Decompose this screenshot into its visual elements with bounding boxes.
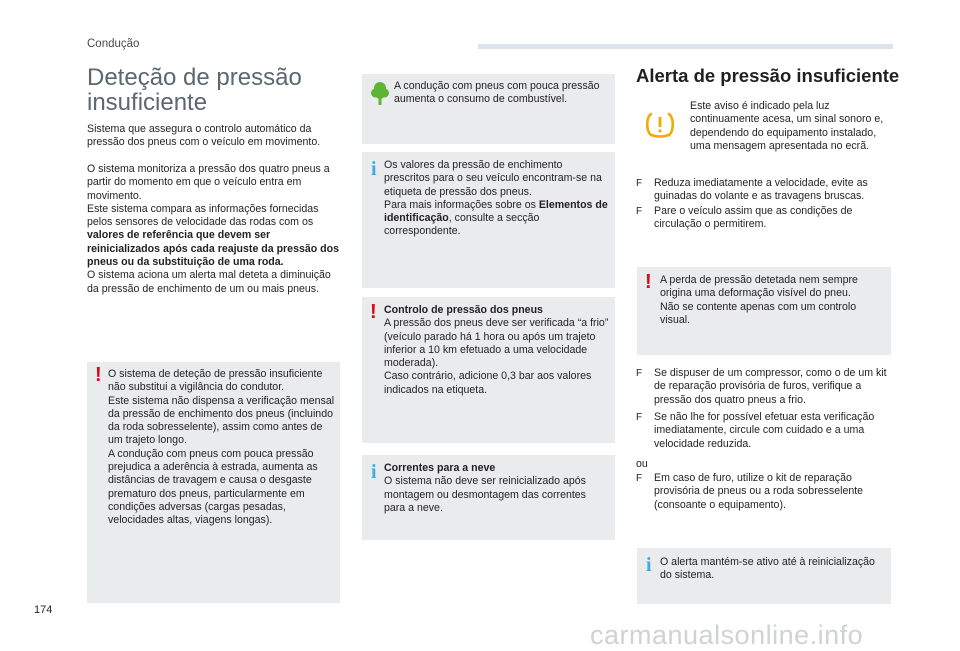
info-box-c-text: , consulte a secção correspondente. — [384, 212, 540, 238]
section-label: Condução — [87, 38, 140, 50]
list-item-text: Pare o veículo assim que as condições de circulação o permitirem. — [654, 205, 853, 231]
info-box-pressure-values-b — [384, 199, 610, 239]
list-item-text: Reduza imediatamente a velocidade, evite as guinadas do volante e as travagens bruscas. — [654, 177, 868, 203]
info-box-pressure-values-a: Os valores da pressão de enchimento prescritos para o seu veículo encontram-se na etiqueta de pressão dos pneus. — [384, 159, 602, 198]
warning-box-visual-check — [637, 267, 891, 355]
tire-pressure-warning-icon — [643, 111, 677, 139]
identification-link-text: Elementos de identificação — [384, 198, 608, 225]
warning-icon: ! — [645, 271, 652, 293]
info-icon: i — [646, 554, 652, 576]
pressure-control-title: Controlo de pressão dos pneus — [384, 304, 543, 316]
eco-box-text: A condução com pneus com pouca pressão aumenta o consumo de combustível. — [394, 80, 600, 106]
watermark: carmanualsonline.info — [590, 620, 864, 650]
bullet-icon: F — [636, 473, 643, 484]
bullet-icon: F — [636, 368, 643, 379]
warning-box-pressure-control-text — [384, 304, 610, 397]
tree-icon — [371, 81, 389, 105]
info-box-snow-chains-text — [384, 462, 610, 515]
alert-title: Alerta de pressão insuficiente — [636, 65, 900, 86]
pressure-control-body: A pressão dos pneus deve ser verificada “a frio” (veículo parado há 1 hora ou após um trajeto inferior a 10 km efetuado a uma velocidade moderada). Caso contrário, adicione 0,3 bar aos valores indicados na etiqueta. — [384, 317, 609, 396]
warning-box-pressure-control — [362, 297, 615, 443]
info-box-b-text: Para mais informações sobre os — [384, 198, 539, 211]
warning-box-vigilance — [87, 362, 340, 603]
page-number: 174 — [34, 604, 53, 616]
bullet-icon: F — [636, 178, 643, 189]
list-item-text: Se dispuser de um compressor, como o de um kit de reparação provisória de furos, verifique a pressão dos quatro pneus a frio. — [654, 367, 887, 406]
bullet-icon: F — [636, 412, 643, 423]
bullet-icon: F — [636, 206, 643, 217]
info-box-snow-chains — [362, 455, 615, 540]
info-box-alert-active-text: O alerta mantém-se ativo até à reinicialização do sistema. — [660, 556, 875, 582]
page-title — [87, 65, 347, 115]
info-box-pressure-values-text — [384, 159, 610, 239]
system-description-b-text: Este sistema compara as informações fornecidas pelos sensores de velocidade das rodas com os — [87, 202, 319, 229]
system-description-b — [87, 203, 342, 269]
list-item-text: Em caso de furo, utilize o kit de reparação provisória de pneus ou a roda sobresselente (consoante o equipamento). — [654, 472, 864, 511]
warning-box-vigilance-text: O sistema de deteção de pressão insuficiente não substitui a vigilância do condutor. Este sistema não dispensa a verificação mensal da pressão de enchimento dos pneus (incluindo da roda sobresselente), assim como antes de um trajeto longo. A condução com pneus com pouca pressão prejudica a aderência à estrada, aumenta as distâncias de travagem e causa o desgaste prematuro dos pneus, particularmente em condições adversas (cargas pesadas, velocidades altas, viagens longas). — [108, 368, 335, 527]
alert-description: Este aviso é indicado pela luz continuamente acesa, um sinal sonoro e, dependendo do equipamento instalado, uma mensagem apresentada no ecrã. — [690, 100, 884, 152]
system-description-a: O sistema monitoriza a pressão dos quatro pneus a partir do momento em que o veículo entra em movimento. — [87, 163, 330, 202]
snow-chains-body: O sistema não deve ser reinicializado após montagem ou desmontagem das correntes para a neve. — [384, 475, 586, 514]
intro-paragraph: Sistema que assegura o controlo automático da pressão dos pneus com o veículo em movimento. — [87, 123, 321, 149]
system-description — [87, 163, 342, 296]
eco-box — [362, 74, 615, 144]
header-bar — [478, 44, 893, 49]
info-icon: i — [371, 461, 377, 483]
list-item-text: Se não lhe for possível efetuar esta verificação imediatamente, circule com cuidado e a uma velocidade reduzida. — [654, 411, 875, 450]
info-box-alert-active — [637, 548, 891, 604]
warning-icon: ! — [370, 301, 377, 323]
info-icon: i — [371, 158, 377, 180]
or-separator: ou — [636, 458, 648, 470]
warning-box-visual-check-text: A perda de pressão detetada nem sempre origina uma deformação visível do pneu. Não se contente apenas com um controlo visual. — [660, 274, 858, 326]
system-description-c: O sistema aciona um alerta mal deteta a diminuição da pressão de enchimento de um ou mais pneus. — [87, 269, 331, 295]
page-title-line2: insuficiente — [87, 89, 208, 116]
snow-chains-title: Correntes para a neve — [384, 462, 496, 474]
reference-values-bold: valores de referência que devem ser reinicializados após cada reajuste da pressão dos pneus ou da substituição de uma roda. — [87, 229, 339, 269]
warning-icon: ! — [95, 364, 102, 386]
page-title-line1: Deteção de pressão — [87, 64, 302, 91]
info-box-pressure-values — [362, 152, 615, 288]
